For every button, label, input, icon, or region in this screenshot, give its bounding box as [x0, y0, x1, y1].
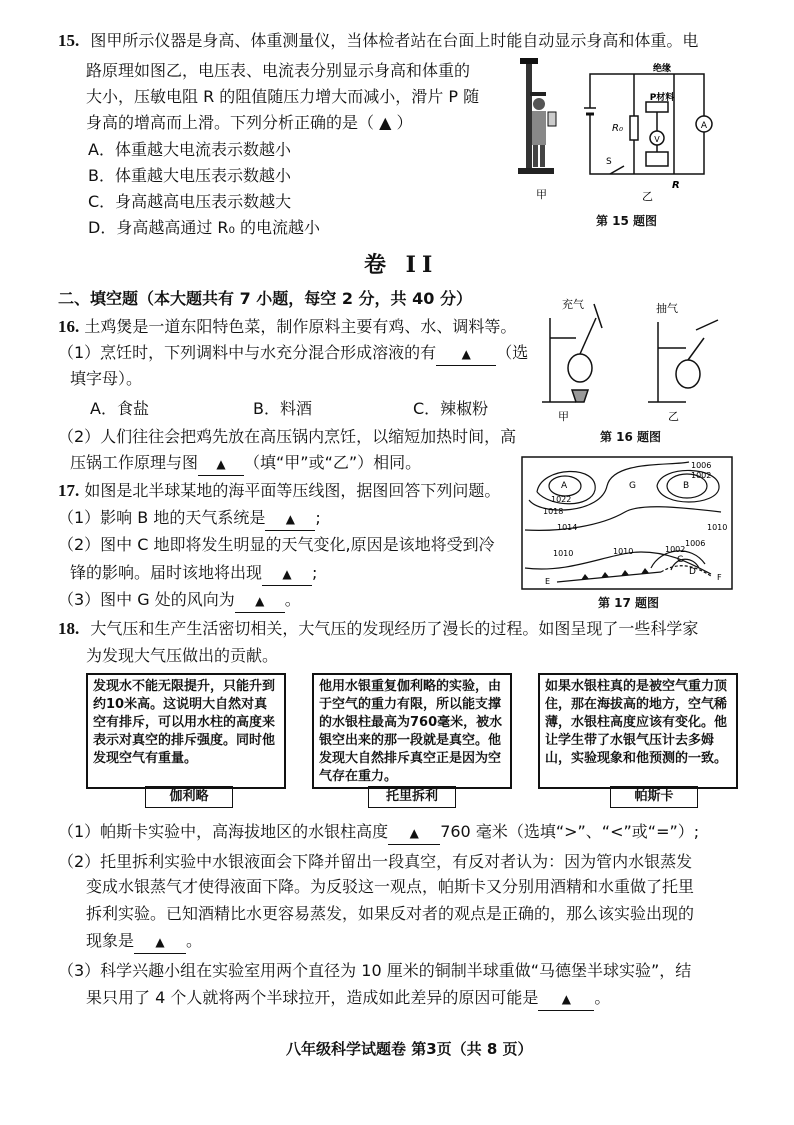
label-jia: 甲	[558, 410, 569, 423]
point-a-label: A	[561, 481, 568, 491]
point-g-label: G	[629, 481, 636, 491]
q18-stem-1: 大气压和生产生活密切相关，大气压的发现经历了漫长的过程。如图呈现了一些科学家	[90, 619, 699, 638]
q15-option-a: A．体重越大电流表示数越小	[88, 140, 291, 159]
isobar-label: 1006	[685, 539, 706, 548]
q15-line-4: 身高的增高而上滑。下列分析正确的是（ ▲ ）	[86, 113, 413, 132]
q15-line-1	[58, 30, 698, 52]
q18-sub2-tail: 。	[186, 931, 203, 950]
scientist-label-torricelli: 托里拆利	[368, 786, 456, 808]
q17-sub3-tail: 。	[284, 590, 301, 609]
q16-option-b: B．料酒	[253, 399, 312, 418]
q15-option-d: D．身高越高通过 R₀ 的电流越小	[88, 218, 321, 237]
scientist-box-torricelli: 他用水银重复伽利略的实验，由于空气的重力有限，所以能支撑的水银柱最高为760毫米，被水银空出来的那一段就是真空。他发现大自然排斥真空正是因为空气存在重力。	[312, 673, 512, 789]
isobar-label: 1022	[551, 495, 572, 504]
q15-figure	[514, 56, 724, 204]
q18-number: 18.	[58, 619, 80, 638]
label-fill-gas: 充气	[562, 298, 584, 311]
label-jia: 甲	[536, 188, 547, 201]
q17-sub1-text: （1）影响 B 地的天气系统是	[58, 508, 266, 527]
isobar-label: 1002	[665, 545, 686, 554]
q18-sub2-line-3: 拆利实验。已知酒精比水更容易蒸发，如果反对者的观点是正确的，那么该实验出现的	[86, 904, 695, 923]
ammeter-label: A	[700, 121, 708, 131]
q17-sub1-tail: ;	[315, 508, 321, 527]
q18-blank-1[interactable]	[388, 821, 440, 845]
label-r0: R₀	[612, 123, 623, 134]
q17-sub1	[58, 507, 321, 531]
voltmeter-label: V	[654, 135, 660, 144]
q17-caption: 第 17 题图	[598, 596, 660, 610]
point-e-label: E	[545, 577, 551, 586]
blank-triangle: ▲	[285, 512, 295, 526]
q17-sub2-tail: ;	[312, 563, 318, 582]
q18-blank-3[interactable]	[538, 987, 594, 1011]
q16-line-1	[58, 316, 516, 338]
q18-sub2-line-1: （2）托里拆利实验中水银液面会下降并留出一段真空，有反对者认为：因为管内水银蒸发	[58, 852, 693, 871]
q18-sub2-last-text: 现象是	[86, 931, 135, 950]
q16-sub2-tail: （填“甲”或“乙”）相同。	[244, 453, 422, 472]
q16-sub1-text: （1）烹饪时，下列调料中与水充分混合形成溶液的有	[58, 343, 437, 362]
q16-sub2: （2）人们往往会把鸡先放在高压锅内烹饪，以缩短加热时间，高	[58, 427, 517, 446]
point-b-label: B	[683, 481, 690, 491]
q18-sub1	[58, 821, 699, 845]
q16-sub2-text: 压锅工作原理与图	[70, 453, 199, 472]
page-footer: 八年级科学试题卷 第3页（共 8 页）	[286, 1040, 533, 1058]
q16-option-c: C．辣椒粉	[413, 399, 489, 418]
isobar-map	[521, 456, 733, 590]
q17-stem: 如图是北半球某地的海平面等压线图，据图回答下列问题。	[84, 481, 501, 500]
q18-sub3-line-1: （3）科学兴趣小组在实验室用两个直径为 10 厘米的铜制半球重做“马德堡半球实验”，结	[58, 961, 692, 980]
q16-figure	[536, 298, 726, 426]
q16-stem: 土鸡煲是一道东阳特色菜，制作原料主要有鸡、水、调料等。	[84, 317, 517, 336]
label-p-material: P材料	[649, 93, 675, 103]
isobar-label: 1018	[543, 507, 564, 516]
q15-line-2: 路原理如图乙，电压表、电流表分别显示身高和体重的	[86, 61, 471, 80]
label-yi: 乙	[668, 410, 679, 423]
point-d-label: D	[689, 567, 696, 577]
point-f-label: F	[717, 573, 722, 582]
flask-apparatus-yi	[648, 320, 718, 402]
isobar-label: 1002	[691, 471, 712, 480]
isobar-label: 1010	[707, 523, 728, 532]
q17-blank-1[interactable]	[265, 507, 315, 531]
flask-apparatus-jia	[542, 304, 602, 402]
scientist-box-galileo: 发现水不能无限提升，只能升到约10米高。这说明大自然对真空有排斥，可以用水柱的高度来表示对真空的排斥强度。同时他发现空气有重量。	[86, 673, 286, 789]
label-pump-gas: 抽气	[656, 302, 678, 315]
q17-blank-2[interactable]	[262, 562, 312, 586]
q16-blank-2[interactable]	[198, 452, 244, 476]
blank-triangle: ▲	[216, 457, 226, 471]
blank-triangle: ▲	[461, 347, 471, 361]
scientist-label-pascal: 帕斯卡	[610, 786, 698, 808]
part2-heading: 二、填空题（本大题共有 7 小题，每空 2 分，共 40 分）	[58, 289, 472, 308]
q17-blank-3[interactable]	[235, 589, 285, 613]
label-s: S	[606, 157, 612, 167]
q16-sub2-cont	[70, 452, 421, 476]
blank-triangle: ▲	[561, 992, 571, 1006]
blank-triangle: ▲	[282, 567, 292, 581]
q17-sub2: （2）图中 C 地即将发生明显的天气变化,原因是该地将受到冷	[58, 535, 495, 554]
scientist-box-pascal: 如果水银柱真的是被空气重力顶住，那在海拔高的地方，空气稀薄，水银柱高度应该有变化。他让学生带了水银气压计去多姆山，实验现象和他预测的一致。	[538, 673, 738, 789]
q17-sub3	[58, 589, 301, 613]
q15-option-c: C．身高越高电压表示数越大	[88, 192, 292, 211]
isobar-label: 1010	[613, 547, 634, 556]
q18-sub2-line-2: 变成水银蒸气才使得液面下降。为反驳这一观点，帕斯卡又分别用酒精和水重做了托里	[86, 877, 695, 896]
q15-number: 15.	[58, 31, 80, 50]
point-c-label: C	[677, 555, 684, 565]
blank-triangle: ▲	[255, 594, 265, 608]
q18-sub3-tail: 。	[594, 988, 611, 1007]
q18-line-1	[58, 618, 698, 640]
q18-sub2-line-4	[86, 930, 202, 954]
q15-option-b: B．体重越大电压表示数越小	[88, 166, 291, 185]
label-insulation: 绝缘	[652, 64, 672, 74]
q18-line-2: 为发现大气压做出的贡献。	[86, 646, 279, 665]
q16-number: 16.	[58, 317, 80, 336]
q18-sub1-text: （1）帕斯卡实验中，高海拔地区的水银柱高度	[58, 822, 389, 841]
q17-sub2-cont	[70, 562, 317, 586]
q18-sub1-tail: 760 毫米（选填“>”、“<”或“=”）;	[440, 822, 700, 841]
isobar-label: 1006	[691, 461, 712, 470]
circuit-diagram	[584, 74, 712, 174]
q16-sub1-cont: 填字母）。	[70, 369, 143, 388]
isobar-label: 1010	[553, 549, 574, 558]
q16-sub1-tail: （选	[496, 343, 529, 362]
section-title: 卷 II	[364, 252, 439, 278]
q18-blank-2[interactable]	[134, 930, 186, 954]
height-scale-device	[518, 58, 556, 174]
q17-line-1	[58, 480, 500, 502]
q16-sub1	[58, 342, 528, 366]
q18-sub3-line-2	[86, 987, 610, 1011]
blank-triangle: ▲	[155, 935, 165, 949]
q15-caption: 第 15 题图	[596, 214, 658, 228]
label-yi: 乙	[642, 190, 653, 203]
blank-triangle: ▲	[409, 826, 419, 840]
q17-sub3-text: （3）图中 G 处的风向为	[58, 590, 235, 609]
q16-blank-1[interactable]	[436, 342, 496, 366]
q15-stem-1: 图甲所示仪器是身高、体重测量仪，当体检者站在台面上时能自动显示身高和体重。电	[90, 31, 699, 50]
label-r: R	[672, 180, 680, 191]
q16-option-a: A．食盐	[90, 399, 149, 418]
q18-sub3-text: 果只用了 4 个人就将两个半球拉开，造成如此差异的原因可能是	[86, 988, 539, 1007]
q16-caption: 第 16 题图	[600, 430, 662, 444]
scientist-label-galileo: 伽利略	[145, 786, 233, 808]
q15-line-3: 大小，压敏电阻 R 的阻值随压力增大而减小，滑片 P 随	[86, 87, 480, 106]
q17-sub2-text: 锋的影响。届时该地将出现	[70, 563, 263, 582]
isobar-label: 1014	[557, 523, 578, 532]
q17-number: 17.	[58, 481, 80, 500]
